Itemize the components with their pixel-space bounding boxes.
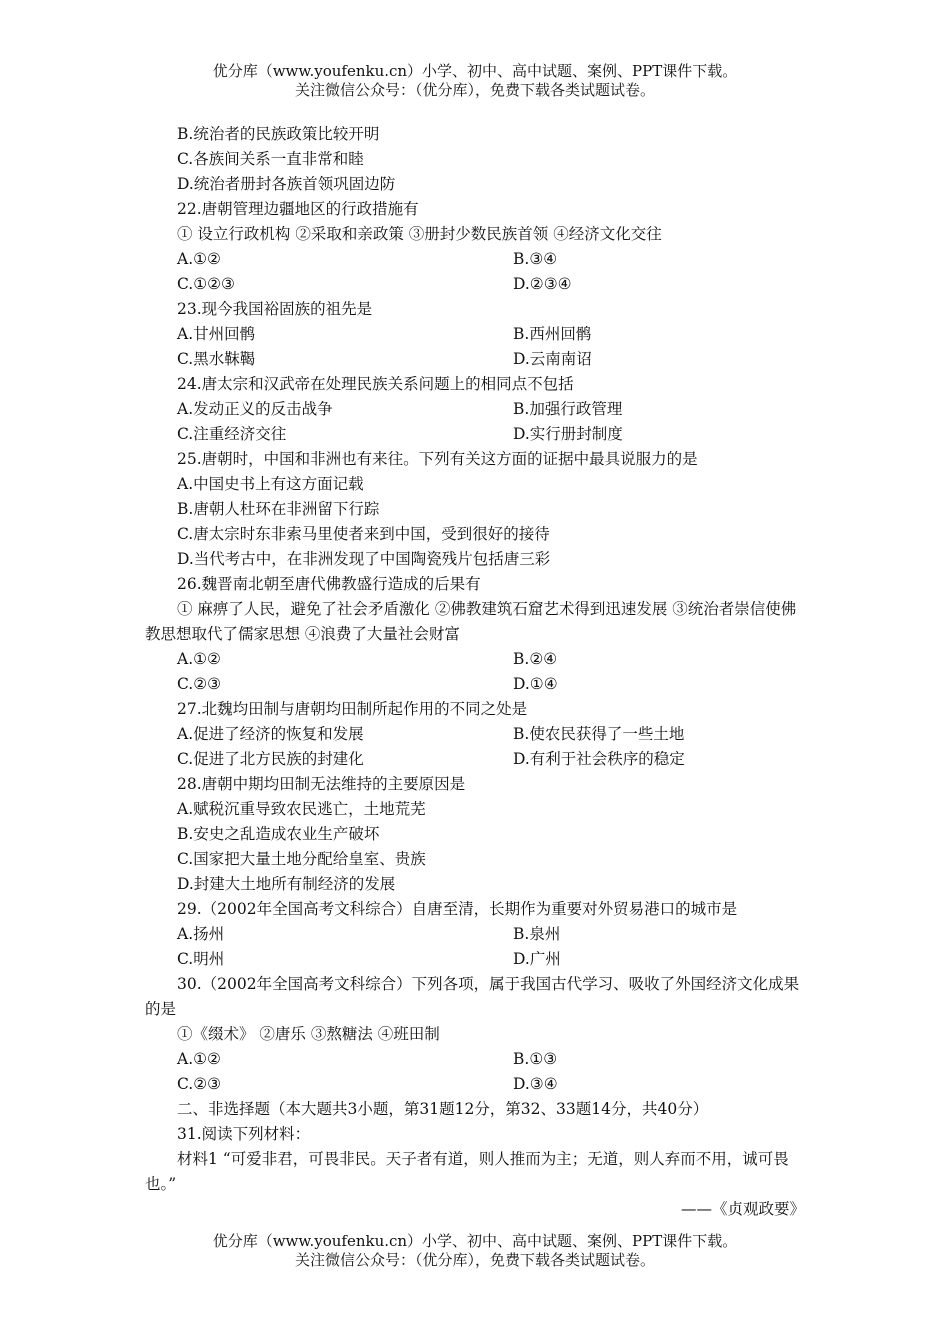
footer-line-2: 关注微信公众号：（优分库），免费下载各类试题试卷。	[294, 1251, 655, 1269]
q23-options-row-1	[145, 322, 805, 347]
exam-content	[145, 122, 805, 1222]
q22-option-a: A.①②	[177, 250, 221, 268]
q21-option-d: D.统治者册封各族首领巩固边防	[177, 175, 396, 193]
q29-option-b: B.泉州	[513, 925, 561, 943]
q25-stem: 25.唐朝时，中国和非洲也有来往。下列有关这方面的证据中最具说服力的是	[177, 450, 698, 468]
q30-stem: 30.（2002年全国高考文科综合）下列各项，属于我国古代学习、吸收了外国经济文化成果的是	[145, 975, 800, 1018]
q22-options-row-1	[145, 247, 805, 272]
q29-option-a: A.扬州	[177, 925, 225, 943]
q22-option-b: B.③④	[513, 250, 558, 268]
q29-options-row-1	[145, 922, 805, 947]
q22-option-d: D.②③④	[513, 275, 572, 293]
q22-items: ① 设立行政机构 ②采取和亲政策 ③册封少数民族首领 ④经济文化交往	[177, 225, 662, 243]
q26-options-row-1	[145, 647, 805, 672]
q26-option-c: C.②③	[177, 675, 222, 693]
q31-material-1-source: ——《贞观政要》	[680, 1200, 805, 1218]
q25-option-b: B.唐朝人杜环在非洲留下行踪	[177, 500, 380, 518]
q27-option-b: B.使农民获得了一些土地	[513, 725, 685, 743]
q29-option-d: D.广州	[513, 950, 561, 968]
q26-option-d: D.①④	[513, 675, 558, 693]
q24-option-b: B.加强行政管理	[513, 400, 623, 418]
q22-options-row-2	[145, 272, 805, 297]
page-footer	[0, 1232, 950, 1270]
q26-options-row-2	[145, 672, 805, 697]
q26-option-a: A.①②	[177, 650, 221, 668]
q30-options-row-2	[145, 1072, 805, 1097]
q28-option-d: D.封建大土地所有制经济的发展	[177, 875, 396, 893]
q23-stem: 23.现今我国裕固族的祖先是	[177, 300, 373, 318]
q30-items: ①《缀术》 ②唐乐 ③熬糖法 ④班田制	[177, 1025, 440, 1043]
q28-option-b: B.安史之乱造成农业生产破坏	[177, 825, 380, 843]
q30-options-row-1	[145, 1047, 805, 1072]
q27-option-c: C.促进了北方民族的封建化	[177, 750, 364, 768]
q23-option-b: B.西州回鹘	[513, 325, 592, 343]
q24-option-d: D.实行册封制度	[513, 425, 623, 443]
q24-option-c: C.注重经济交往	[177, 425, 287, 443]
q21-option-b: B.统治者的民族政策比较开明	[177, 125, 380, 143]
header-line-2: 关注微信公众号：（优分库），免费下载各类试题试卷。	[294, 81, 655, 99]
q27-option-d: D.有利于社会秩序的稳定	[513, 750, 685, 768]
q26-stem: 26.魏晋南北朝至唐代佛教盛行造成的后果有	[177, 575, 481, 593]
footer-line-1: 优分库（www.youfenku.cn）小学、初中、高中试题、案例、PPT课件下载。	[212, 1232, 738, 1250]
q26-option-b: B.②④	[513, 650, 558, 668]
q31-stem: 31.阅读下列材料：	[177, 1125, 311, 1143]
q29-options-row-2	[145, 947, 805, 972]
q30-option-b: B.①③	[513, 1050, 558, 1068]
q27-option-a: A.促进了经济的恢复和发展	[177, 725, 364, 743]
section-2-title: 二、非选择题（本大题共3小题，第31题12分，第32、33题14分，共40分）	[177, 1100, 709, 1118]
q29-stem: 29.（2002年全国高考文科综合）自唐至清，长期作为重要对外贸易港口的城市是	[177, 900, 738, 918]
q27-options-row-2	[145, 747, 805, 772]
q28-stem: 28.唐朝中期均田制无法维持的主要原因是	[177, 775, 466, 793]
q30-option-d: D.③④	[513, 1075, 558, 1093]
q23-option-a: A.甘州回鹘	[177, 325, 256, 343]
q25-option-d: D.当代考古中，在非洲发现了中国陶瓷残片包括唐三彩	[177, 550, 551, 568]
q24-options-row-1	[145, 397, 805, 422]
q30-option-c: C.②③	[177, 1075, 222, 1093]
q21-option-c: C.各族间关系一直非常和睦	[177, 150, 364, 168]
q22-stem: 22.唐朝管理边疆地区的行政措施有	[177, 200, 419, 218]
q25-option-c: C.唐太宗时东非索马里使者来到中国，受到很好的接待	[177, 525, 550, 543]
q28-option-a: A.赋税沉重导致农民逃亡，土地荒芜	[177, 800, 426, 818]
q27-options-row-1	[145, 722, 805, 747]
q22-option-c: C.①②③	[177, 275, 235, 293]
q27-stem: 27.北魏均田制与唐朝均田制所起作用的不同之处是	[177, 700, 528, 718]
q24-stem: 24.唐太宗和汉武帝在处理民族关系问题上的相同点不包括	[177, 375, 574, 393]
q26-items: ① 麻痹了人民，避免了社会矛盾激化 ②佛教建筑石窟艺术得到迅速发展 ③统治者崇信使佛教思想取代了儒家思想 ④浪费了大量社会财富	[145, 600, 797, 643]
q30-option-a: A.①②	[177, 1050, 221, 1068]
q24-options-row-2	[145, 422, 805, 447]
q24-option-a: A.发动正义的反击战争	[177, 400, 333, 418]
q23-options-row-2	[145, 347, 805, 372]
q23-option-d: D.云南南诏	[513, 350, 592, 368]
q23-option-c: C.黑水靺鞨	[177, 350, 256, 368]
header-line-1: 优分库（www.youfenku.cn）小学、初中、高中试题、案例、PPT课件下载。	[212, 62, 738, 80]
q31-material-1: 材料1 “可爱非君，可畏非民。天子者有道，则人推而为主；无道，则人弃而不用，诚可畏也。”	[145, 1150, 789, 1193]
q29-option-c: C.明州	[177, 950, 225, 968]
q25-option-a: A.中国史书上有这方面记载	[177, 475, 364, 493]
q28-option-c: C.国家把大量土地分配给皇室、贵族	[177, 850, 426, 868]
page-header	[0, 62, 950, 100]
